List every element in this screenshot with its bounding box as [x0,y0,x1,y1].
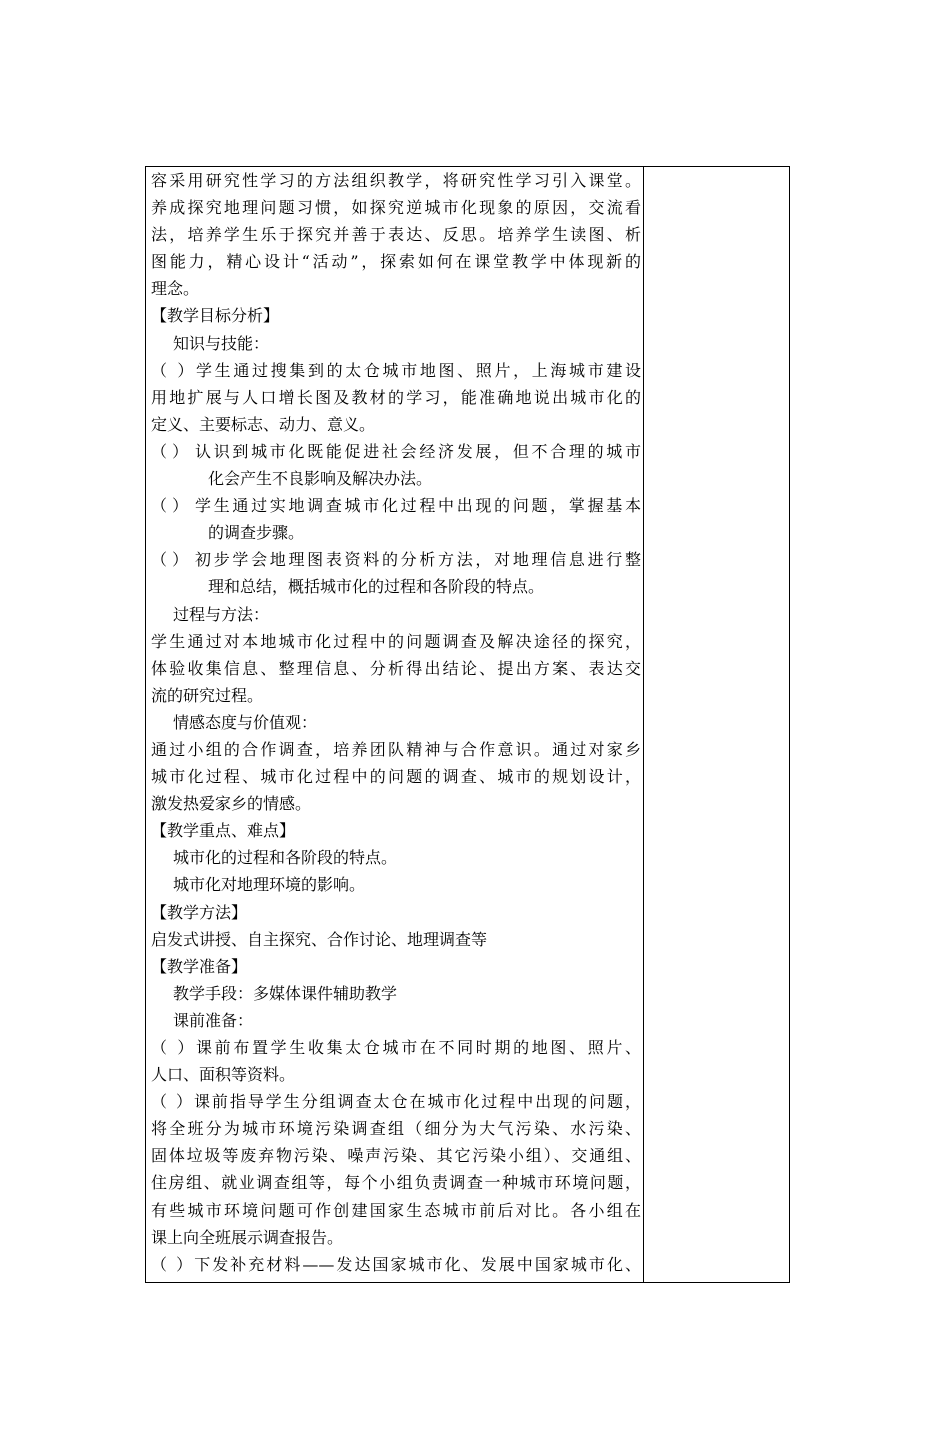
text-line: （ ）课前指导学生分组调查太仓在城市化过程中出现的问题， [151,1092,641,1112]
text-line: （ ）学生通过搜集到的太仓城市地图、照片，上海城市建设 [151,360,641,380]
subheading-knowledge: 知识与技能： [173,333,270,353]
text-line: 定义、主要标志、动力、意义。 [151,414,376,434]
text-line: 的调查步骤。 [208,523,305,543]
section-heading-goals: 【教学目标分析】 [151,306,280,326]
list-marker: （ ） [151,496,189,516]
text-line: 化会产生不良影响及解决办法。 [208,469,433,489]
text-line: 流的研究过程。 [151,685,264,705]
text-line: 体验收集信息、整理信息、分析得出结论、提出方案、表达交 [151,658,641,678]
subheading-pre-class: 课前准备： [173,1010,254,1030]
list-item [151,438,641,465]
text-line: 固体垃圾等废弃物污染、噪声污染、其它污染小组）、交通组、 [151,1146,641,1166]
text-line: 理和总结，概括城市化的过程和各阶段的特点。 [208,577,545,597]
subheading-process: 过程与方法： [173,604,270,624]
text-line: （ ）下发补充材料——发达国家城市化、发展中国家城市化、 [151,1254,641,1274]
text-line: 通过小组的合作调查，培养团队精神与合作意识。通过对家乡 [151,739,641,759]
content-cell [151,167,641,1278]
text-line: 用地扩展与人口增长图及教材的学习，能准确地说出城市化的 [151,387,641,407]
text-line: 住房组、就业调查组等，每个小组负责调查一种城市环境问题， [151,1173,641,1193]
text-line: 人口、面积等资料。 [151,1065,296,1085]
text-line: 容采用研究性学习的方法组织教学，将研究性学习引入课堂。 [151,171,641,190]
section-heading-methods: 【教学方法】 [151,902,248,922]
text-line: 城市化过程、城市化过程中的问题的调查、城市的规划设计， [151,767,641,787]
list-marker: （ ） [151,550,189,570]
text-line: 有些城市环境问题可作创建国家生态城市前后对比。各小组在 [151,1200,641,1220]
text-line: 法，培养学生乐于探究并善于表达、反思。培养学生读图、析 [151,225,641,245]
text-line: 学生通过实地调查城市化过程中出现的问题，掌握基本 [195,496,641,516]
column-divider [643,166,644,1283]
text-line: 城市化对地理环境的影响。 [173,875,366,895]
text-line: 课上向全班展示调查报告。 [151,1227,344,1247]
text-line: 激发热爱家乡的情感。 [151,794,312,814]
text-line: 启发式讲授、自主探究、合作讨论、地理调查等 [151,929,488,949]
subheading-emotion: 情感态度与价值观： [173,712,318,732]
section-heading-preparation: 【教学准备】 [151,956,248,976]
text-line: 认识到城市化既能促进社会经济发展，但不合理的城市 [195,441,641,461]
list-item [151,492,641,519]
text-line: 图能力，精心设计“活动”，探索如何在课堂教学中体现新的 [151,252,641,272]
list-item [151,546,641,573]
text-line: 教学手段：多媒体课件辅助教学 [173,983,398,1003]
text-line: 养成探究地理问题习惯，如探究逆城市化现象的原因，交流看 [151,198,641,218]
text-line: 城市化的过程和各阶段的特点。 [173,848,398,868]
list-marker: （ ） [151,441,189,461]
text-line: 将全班分为城市环境污染调查组（细分为大气污染、水污染、 [151,1119,641,1139]
text-line: 理念。 [151,279,200,299]
text-line: 初步学会地理图表资料的分析方法，对地理信息进行整 [195,550,641,570]
section-heading-key-points: 【教学重点、难点】 [151,821,296,841]
text-line: 学生通过对本地城市化过程中的问题调查及解决途径的探究， [151,631,641,651]
text-line: （ ）课前布置学生收集太仓城市在不同时期的地图、照片、 [151,1038,641,1057]
